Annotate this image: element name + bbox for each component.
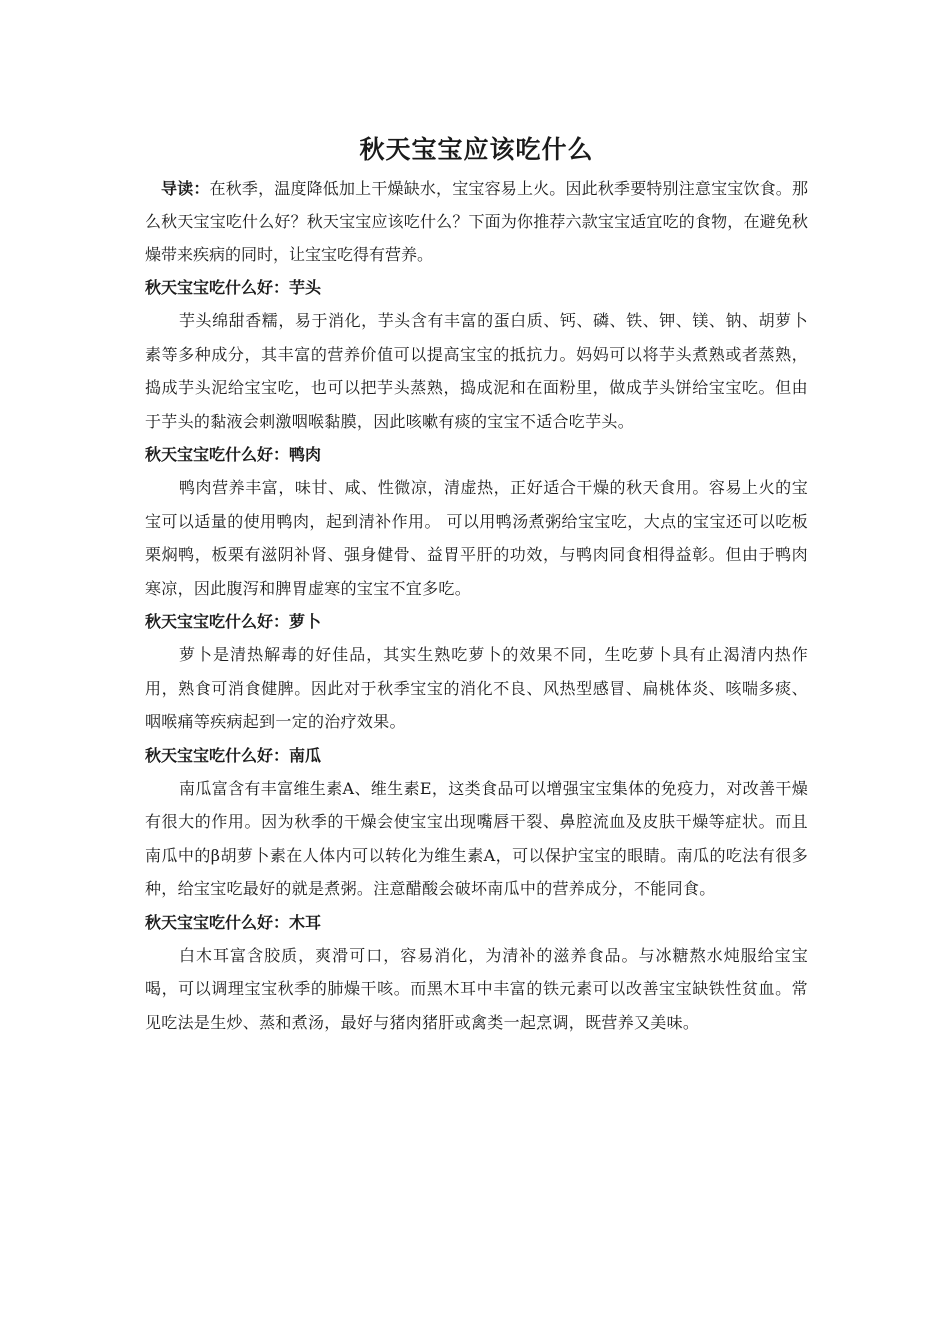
intro-text: 在秋季，温度降低加上干燥缺水，宝宝容易上火。因此秋季要特别注意宝宝饮食。那么秋天宝宝吃什么好？秋天宝宝应该吃什么？下面为你推荐六款宝宝适宜吃的食物，在避免秋燥带来疾病的同时，让宝宝吃得有营养。	[145, 179, 808, 264]
intro-paragraph	[145, 172, 808, 271]
section-fungus	[145, 906, 808, 1040]
section-duck	[145, 438, 808, 605]
section-heading: 秋天宝宝吃什么好：木耳	[145, 912, 322, 932]
section-body: 鸭肉营养丰富，味甘、咸、性微凉，清虚热，正好适合干燥的秋天食用。容易上火的宝宝可以适量的使用鸭肉，起到清补作用。 可以用鸭汤煮粥给宝宝吃，大点的宝宝还可以吃板栗焖鸭，板栗有滋阴补肾、强身健骨、益胃平肝的功效，与鸭肉同食相得益彰。但由于鸭肉寒凉，因此腹泻和脾胃虚寒的宝宝不宜多吃。	[145, 478, 808, 598]
section-taro	[145, 271, 808, 438]
section-body: 芋头绵甜香糯，易于消化，芋头含有丰富的蛋白质、钙、磷、铁、钾、镁、钠、胡萝卜素等多种成分，其丰富的营养价值可以提高宝宝的抵抗力。妈妈可以将芋头煮熟或者蒸熟，捣成芋头泥给宝宝吃，也可以把芋头蒸熟，捣成泥和在面粉里，做成芋头饼给宝宝吃。但由于芋头的黏液会刺激咽喉黏膜，因此咳嗽有痰的宝宝不适合吃芋头。	[145, 311, 808, 431]
section-radish	[145, 605, 808, 739]
page-title: 秋天宝宝应该吃什么	[359, 135, 594, 164]
section-heading: 秋天宝宝吃什么好：南瓜	[145, 745, 322, 765]
section-pumpkin	[145, 739, 808, 906]
section-heading: 秋天宝宝吃什么好：芋头	[145, 278, 322, 297]
section-body: 南瓜富含有丰富维生素A、维生素E，这类食品可以增强宝宝集体的免疫力，对改善干燥有很大的作用。因为秋季的干燥会使宝宝出现嘴唇干裂、鼻腔流血及皮肤干燥等症状。而且南瓜中的β胡萝卜素在人体内可以转化为维生素A，可以保护宝宝的眼睛。南瓜的吃法有很多种，给宝宝吃最好的就是煮粥。注意醋酸会破坏南瓜中的营养成分，不能同食。	[145, 778, 808, 898]
intro-lead: 导读：	[161, 179, 210, 198]
document-page	[145, 130, 808, 1039]
section-heading: 秋天宝宝吃什么好：萝卜	[145, 612, 322, 631]
section-body: 萝卜是清热解毒的好佳品，其实生熟吃萝卜的效果不同，生吃萝卜具有止渴清内热作用，熟食可消食健脾。因此对于秋季宝宝的消化不良、风热型感冒、扁桃体炎、咳喘多痰、咽喉痛等疾病起到一定的治疗效果。	[145, 645, 808, 731]
section-heading: 秋天宝宝吃什么好：鸭肉	[145, 445, 322, 464]
section-body: 白木耳富含胶质，爽滑可口，容易消化，为清补的滋养食品。与冰糖熬水炖服给宝宝喝，可以调理宝宝秋季的肺燥干咳。而黑木耳中丰富的铁元素可以改善宝宝缺铁性贫血。常见吃法是生炒、蒸和煮汤，最好与猪肉猪肝或禽类一起烹调，既营养又美味。	[145, 945, 808, 1032]
